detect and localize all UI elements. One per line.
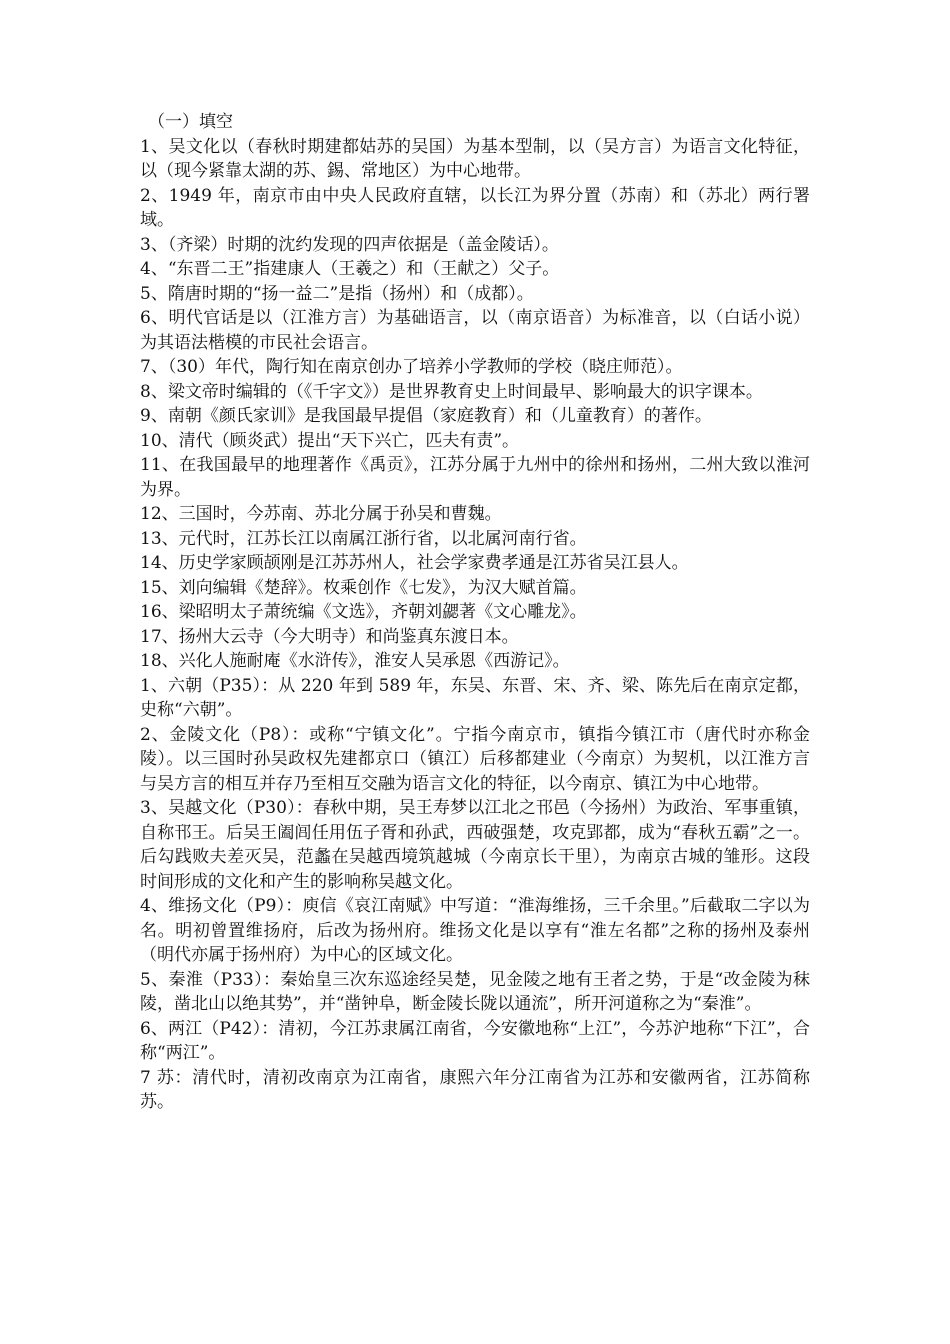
fill-blank-list <box>140 135 810 674</box>
list-item: 3、吴越文化（P30）：春秋中期，吴王寿梦以江北之邗邑（今扬州）为政治、军事重镇，自称邗王。后吴王阖闾任用伍子胥和孙武，西破强楚，攻克郢都，成为“春秋五霸”之一。后勾践败夫差灭吴，范蠡在吴越西境筑越城（今南京长干里），为南京古城的雏形。这段时间形成的文化和产生的影响称吴越文化。 <box>140 798 810 892</box>
list-item: 15、刘向编辑《楚辞》。枚乘创作《七发》，为汉大赋首篇。 <box>140 577 587 598</box>
list-item: 17、扬州大云寺（今大明寺）和尚鉴真东渡日本。 <box>140 626 519 647</box>
list-item: 10、清代（顾炎武）提出“天下兴亡，匹夫有责”。 <box>140 430 520 451</box>
list-item: 1、六朝（P35）：从 220 年到 589 年，东吴、东晋、宋、齐、梁、陈先后在南京定都，史称“六朝”。 <box>140 675 810 720</box>
list-item: 4、维扬文化（P9）：庾信《哀江南赋》中写道：“淮海维扬，三千余里。”后截取二字以为名。明初曾置维扬府，后改为扬州府。维扬文化是以享有“淮左名都”之称的扬州及泰州（明代亦属于扬州府）为中心的区域文化。 <box>140 896 810 965</box>
list-item: 6、明代官话是以（江淮方言）为基础语言，以（南京语音）为标准音，以（白话小说）为其语法楷模的市民社会语言。 <box>140 308 810 353</box>
list-item: 9、南朝《颜氏家训》是我国最早提倡（家庭教育）和（儿童教育）的著作。 <box>140 406 712 426</box>
list-item: 6、两江（P42）：清初，今江苏隶属江南省，今安徽地称“上江”，今苏沪地称“下江”，合称“两江”。 <box>140 1018 810 1063</box>
list-item: 5、秦淮（P33）：秦始皇三次东巡途经吴楚，见金陵之地有王者之势，于是“改金陵为秣陵，凿北山以绝其势”，并“凿钟阜，断金陵长陇以通流”，所开河道称之为“秦淮”。 <box>140 969 810 1014</box>
list-item: 11、在我国最早的地理著作《禹贡》，江苏分属于九州中的徐州和扬州，二州大致以淮河为界。 <box>140 455 810 500</box>
list-item: 5、隋唐时期的“扬一益二”是指（扬州）和（成都）。 <box>140 283 534 304</box>
list-item: 7 苏：清代时，清初改南京为江南省，康熙六年分江南省为江苏和安徽两省，江苏简称苏。 <box>140 1067 810 1112</box>
list-item: 4、“东晋二王”指建康人（王羲之）和（王献之）父子。 <box>140 259 560 279</box>
list-item: 16、梁昭明太子萧统编《文选》，齐朝刘勰著《文心雕龙》。 <box>140 602 587 622</box>
list-item: 2、金陵文化（P8）：或称“宁镇文化”。宁指今南京市，镇指今镇江市（唐代时亦称金陵）。以三国时孙吴政权先建都京口（镇江）后移都建业（今南京）为契机，以江淮方言与吴方言的相互并存乃至相互交融为语言文化的特征，以今南京、镇江为中心地带。 <box>140 724 810 794</box>
list-item: 14、历史学家顾颉刚是江苏苏州人，社会学家费孝通是江苏省吴江县人。 <box>140 553 689 573</box>
list-item: 7、（30）年代，陶行知在南京创办了培养小学教师的学校（晓庄师范）。 <box>140 357 683 377</box>
list-item: 8、梁文帝时编辑的（《千字文》）是世界教育史上时间最早、影响最大的识字课本。 <box>140 381 763 402</box>
list-item: 12、三国时，今苏南、苏北分属于孙吴和曹魏。 <box>140 504 502 524</box>
list-item: 3、（齐梁）时期的沈约发现的四声依据是（盖金陵话）。 <box>140 234 559 255</box>
document-page <box>140 110 810 1115</box>
section-heading: （一）填空 <box>148 112 233 132</box>
list-item: 1、吴文化以（春秋时期建都姑苏的吴国）为基本型制，以（吴方言）为语言文化特征，以（现今紧靠太湖的苏、錫、常地区）为中心地带。 <box>140 136 810 181</box>
list-item: 2、1949 年，南京市由中央人民政府直辖，以长江为界分置（苏南）和（苏北）两行署域。 <box>140 185 810 230</box>
list-item: 13、元代时，江苏长江以南属江浙行省，以北属河南行省。 <box>140 528 587 549</box>
term-definition-list <box>140 674 810 1115</box>
list-item: 18、兴化人施耐庵《水浒传》，淮安人吴承恩《西游记》。 <box>140 651 570 671</box>
